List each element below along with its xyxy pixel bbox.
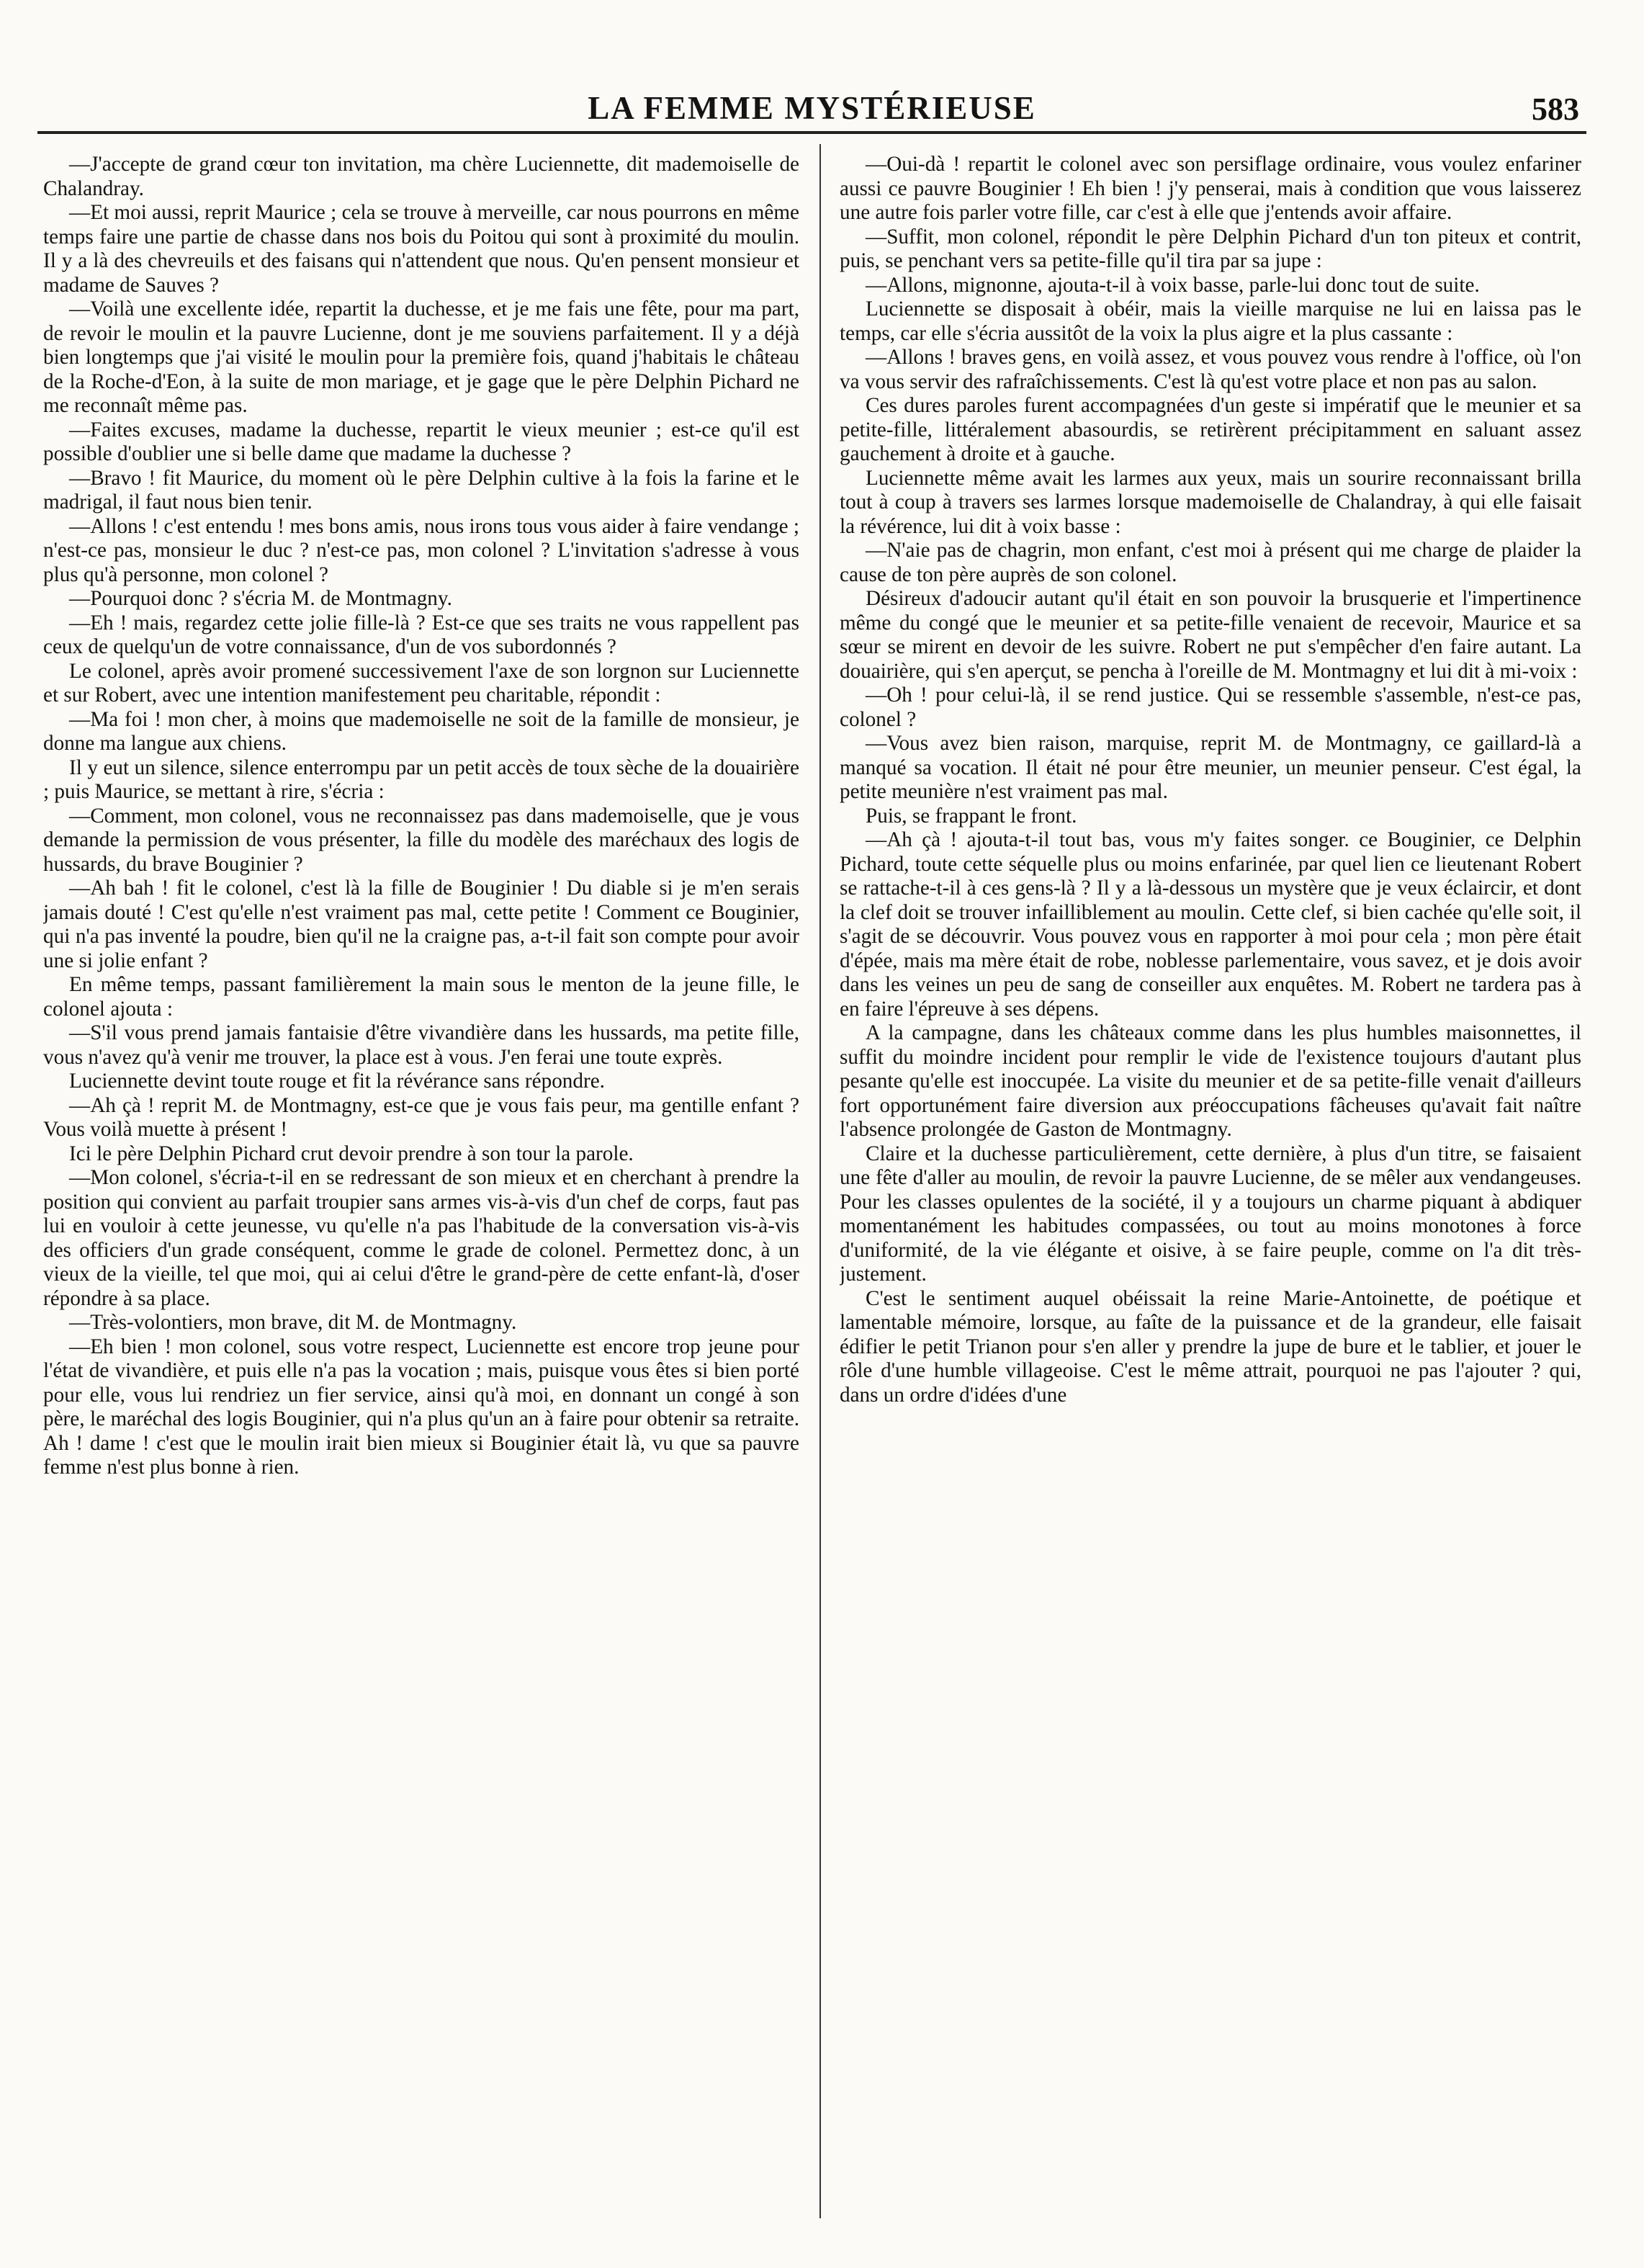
right-column: [840, 153, 1581, 2227]
paragraph: Ici le père Delphin Pichard crut devoir prendre à son tour la parole.: [69, 1142, 634, 1165]
paragraph: —Allons ! braves gens, en voilà assez, et vous pouvez vous rendre à l'office, où l'on va vous servir des rafraîchissements. C'est là qu'est votre place et non pas au salon.: [840, 346, 1581, 393]
paragraph: C'est le sentiment auquel obéissait la reine Marie-Antoinette, de poétique et lamentable mémoire, lorsque, au faîte de la puissance et de la grandeur, elle faisait édifier le petit Trianon pour s'en aller y prendre la jupe de bure et le tablier, et jouer le rôle d'une humble villageoise. C'est le même attrait, pourquoi ne pas l'ajouter ? qui, dans un ordre d'idées d'une: [840, 1286, 1581, 1407]
paragraph: —J'accepte de grand cœur ton invitation, ma chère Luciennette, dit mademoiselle de Chalandray.: [43, 153, 799, 200]
paragraph: —Suffit, mon colonel, répondit le père Delphin Pichard d'un ton piteux et contrit, puis, se penchant vers sa petite-fille qu'il tira par sa jupe :: [840, 225, 1581, 272]
left-column: [43, 153, 799, 2227]
paragraph: Désireux d'adoucir autant qu'il était en son pouvoir la brusquerie et l'impertinence même du congé que le meunier et sa petite-fille venaient de recevoir, Maurice et sa sœur se mirent en devoir de les suivre. Robert ne put s'empêcher d'en faire autant. La douairière, qui s'en aperçut, se pencha à l'oreille de M. Montmagny et lui dit à mi-voix :: [840, 587, 1581, 683]
paragraph: —Ah bah ! fit le colonel, c'est là la fille de Bouginier ! Du diable si je m'en serais jamais douté ! C'est qu'elle n'est vraiment pas mal, cette petite ! Comment ce Bouginier, qui n'a pas inventé la poudre, bien qu'il ne la craigne pas, a-t-il fait son compte pour avoir une si jolie enfant ?: [43, 877, 799, 972]
paragraph: En même temps, passant familièrement la main sous le menton de la jeune fille, le colonel ajouta :: [43, 973, 799, 1021]
paragraph: —Voilà une excellente idée, repartit la duchesse, et je me fais une fête, pour ma part, de revoir le moulin et la pauvre Lucienne, dont je me souviens parfaitement. Il y a déjà bien longtemps que j'ai visité le moulin pour la première fois, quand j'habitais le château de la Roche-d'Eon, à la suite de mon mariage, et je gage que le père Delphin Pichard ne me reconnaît même pas.: [43, 297, 799, 417]
paragraph: —Vous avez bien raison, marquise, reprit M. de Montmagny, ce gaillard-là a manqué sa vocation. Il était né pour être meunier, un meunier penseur. C'est égal, la petite meunière n'est vraiment pas mal.: [840, 732, 1581, 803]
paragraph: —Ah çà ! ajouta-t-il tout bas, vous m'y faites songer. ce Bouginier, ce Delphin Pichard, toute cette séquelle plus ou moins enfarinée, par quel lien ce lieutenant Robert se rattache-t-il à ces gens-là ? Il y a là-dessous un mystère que je veux éclaircir, et dont la clef doit se trouver infailliblement au moulin. Cette clef, si bien cachée qu'elle soit, il s'agit de se découvrir. Vous pouvez vous en rapporter à moi pour cela ; mon père était d'épée, mais ma mère était de robe, noblesse parlementaire, vous savez, et je dois avoir dans les veines un peu de sang de conseiller aux enquêtes. M. Robert ne tardera pas à en faire l'épreuve à ses dépens.: [840, 828, 1581, 1021]
paragraph: —Eh ! mais, regardez cette jolie fille-là ? Est-ce que ses traits ne vous rappellent pas ceux de quelqu'un de votre connaissance, d'un de vos subordonnés ?: [43, 611, 799, 658]
paragraph: —S'il vous prend jamais fantaisie d'être vivandière dans les hussards, ma petite fille, vous n'avez qu'à venir me trouver, la place est à vous. J'en ferai une toute exprès.: [43, 1021, 799, 1069]
paragraph: A la campagne, dans les châteaux comme dans les plus humbles maisonnettes, il suffit du moindre incident pour remplir le vide de l'existence toujours d'autant plus pesante qu'elle est inoccupée. La visite du meunier et de sa petite-fille venait d'ailleurs fort opportunément faire diversion aux préoccupations fâcheuses qu'avait fait naître l'absence prolongée de Gaston de Montmagny.: [840, 1021, 1581, 1141]
page-number: 583: [1532, 91, 1579, 127]
paragraph: Luciennette même avait les larmes aux yeux, mais un sourire reconnaissant brilla tout à coup à travers ses larmes lorsque mademoiselle de Chalandray, à qui elle faisait la révérence, lui dit à voix basse :: [840, 466, 1581, 538]
paragraph: —Allons ! c'est entendu ! mes bons amis, nous irons tous vous aider à faire vendange ; n'est-ce pas, monsieur le duc ? n'est-ce pas, mon colonel ? L'invitation s'adresse à vous plus qu'à personne, mon colonel ?: [43, 514, 799, 586]
paragraph: Luciennette se disposait à obéir, mais la vieille marquise ne lui en laissa pas le temps, car elle s'écria aussitôt de la voix la plus aigre et la plus cassante :: [840, 297, 1581, 345]
paragraph: —Oui-dà ! repartit le colonel avec son persiflage ordinaire, vous voulez enfariner aussi ce pauvre Bouginier ! Eh bien ! j'y penserai, mais à condition que vous laisserez une autre fois parler votre fille, car c'est à elle que j'entends avoir affaire.: [840, 153, 1581, 224]
paragraph: —Bravo ! fit Maurice, du moment où le père Delphin cultive à la fois la farine et le madrigal, il faut nous bien tenir.: [43, 466, 799, 514]
paragraph: —N'aie pas de chagrin, mon enfant, c'est moi à présent qui me charge de plaider la cause de ton père auprès de son colonel.: [840, 539, 1581, 586]
paragraph: Ces dures paroles furent accompagnées d'un geste si impératif que le meunier et sa petite-fille, littéralement abasourdis, se retirèrent précipitamment en saluant assez gauchement à droite et à gauche.: [840, 394, 1581, 465]
paragraph: —Eh bien ! mon colonel, sous votre respect, Luciennette est encore trop jeune pour l'état de vivandière, et puis elle n'a pas la vocation ; mais, puisque vous êtes si bien porté pour elle, vous lui rendriez un fier service, ainsi qu'à moi, en donnant un congé à son père, le maréchal des logis Bouginier, qui n'a plus qu'un an à faire pour obtenir sa retraite. Ah ! dame ! c'est que le moulin irait bien mieux si Bouginier était là, vu que sa pauvre femme n'est plus bonne à rien.: [43, 1335, 799, 1479]
paragraph: Claire et la duchesse particulièrement, cette dernière, à plus d'un titre, se faisaient une fête d'aller au moulin, de revoir la pauvre Lucienne, de se mêler aux vendangeuses. Pour les classes opulentes de la société, il y a toujours un charme piquant à abdiquer momentanément les habitudes compassées, ou tout au moins monotones à force d'uniformité, de la vie élégante et oisive, à se faire peuple, comme on l'a dit très-justement.: [840, 1142, 1581, 1286]
column-divider: [819, 144, 821, 2218]
paragraph: —Ma foi ! mon cher, à moins que mademoiselle ne soit de la famille de monsieur, je donne ma langue aux chiens.: [43, 707, 799, 755]
paragraph: —Ah çà ! reprit M. de Montmagny, est-ce que je vous fais peur, ma gentille enfant ? Vous voilà muette à présent !: [43, 1093, 799, 1141]
paragraph: Il y eut un silence, silence enterrompu par un petit accès de toux sèche de la douairière ; puis Maurice, se mettant à rire, s'écria :: [43, 756, 799, 803]
paragraph: Le colonel, après avoir promené successivement l'axe de son lorgnon sur Luciennette et sur Robert, avec une intention manifestement peu charitable, répondit :: [43, 659, 799, 707]
paragraph: —Allons, mignonne, ajouta-t-il à voix basse, parle-lui donc tout de suite.: [866, 273, 1480, 297]
paragraph: —Faites excuses, madame la duchesse, repartit le vieux meunier ; est-ce qu'il est possible d'oublier une si belle dame que madame la duchesse ?: [43, 418, 799, 465]
paragraph: —Oh ! pour celui-là, il se rend justice. Qui se ressemble s'assemble, n'est-ce pas, colonel ?: [840, 683, 1581, 731]
page-header: [37, 85, 1586, 134]
paragraph: —Comment, mon colonel, vous ne reconnaissez pas dans mademoiselle, que je vous demande la permission de vous présenter, la fille du modèle des maréchaux des logis de hussards, du brave Bouginier ?: [43, 804, 799, 876]
paragraph: —Et moi aussi, reprit Maurice ; cela se trouve à merveille, car nous pourrons en même temps faire une partie de chasse dans nos bois du Poitou qui sont à proximité du moulin. Il y a là des chevreuils et des faisans qui n'attendent que nous. Qu'en pensent monsieur et madame de Sauves ?: [43, 201, 799, 297]
paragraph: —Mon colonel, s'écria-t-il en se redressant de son mieux et en cherchant à prendre la position qui convient au parfait troupier sans armes vis-à-vis d'un chef de corps, faut pas lui en vouloir à cette jeunesse, vu qu'elle n'a pas l'habitude de la conversation vis-à-vis des officiers d'un grade conséquent, comme le grade de colonel. Permettez donc, à un vieux de la vieille, tel que moi, qui ai celui d'être le grand-père de cette enfant-là, d'oser répondre à sa place.: [43, 1166, 799, 1310]
paragraph: Puis, se frappant le front.: [866, 804, 1077, 828]
paragraph: —Pourquoi donc ? s'écria M. de Montmagny.: [69, 587, 452, 610]
running-title: LA FEMME MYSTÉRIEUSE: [588, 90, 1036, 126]
paragraph: —Très-volontiers, mon brave, dit M. de Montmagny.: [69, 1311, 517, 1334]
paragraph: Luciennette devint toute rouge et fit la révérance sans répondre.: [69, 1070, 605, 1093]
